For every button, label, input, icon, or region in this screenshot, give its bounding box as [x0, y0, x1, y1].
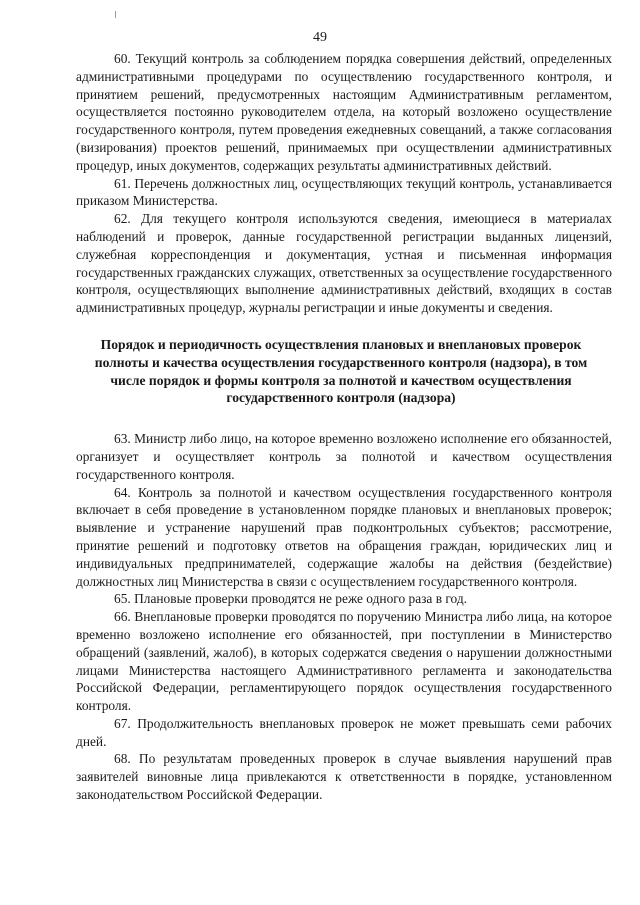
paragraph-60: 60. Текущий контроль за соблюдением порядка совершения действий, определенных административными процедурами по осуществлению государственного контроля, и принятием решений, предусмотренных настоящим Административным регламентом, осуществляется постоянно руководителем отдела, на который возложено осуществление государственного контроля, путем проведения ежедневных совещаний, а также согласования (визирования) проектов решений, принимаемых при осуществлении административных процедур, иных документов, содержащих результаты административных действий.: [76, 51, 612, 173]
paragraph-65: 65. Плановые проверки проводятся не реже одного раза в год.: [114, 591, 468, 607]
document-body: [76, 50, 612, 804]
paragraph-63: 63. Министр либо лицо, на которое временно возложено исполнение его обязанностей, организует и осуществляет контроль за полнотой и качеством осуществления государственного контроля.: [76, 431, 612, 482]
paragraph-66: 66. Внеплановые проверки проводятся по поручению Министра либо лица, на которое временно возложено исполнение его обязанностей, при поступлении в Министерство обращений (заявлений, жалоб), в которых содержатся сведения о нарушении должностными лицами Министерства настоящего Административного регламента и законодательства Российской Федерации, регламентирующего порядок осуществления государственного контроля.: [76, 609, 612, 714]
paragraph-68: 68. По результатам проведенных проверок в случае выявления нарушений прав заявителей виновные лица привлекаются к ответственности в порядке, установленном законодательством Российской Федерации.: [76, 751, 612, 803]
paragraph-62: 62. Для текущего контроля используются сведения, имеющиеся в материалах наблюдений и проверок, данные государственной регистрации выданных лицензий, служебная корреспонденция и документация, устная и письменная информация государственных гражданских служащих, ответственных за осуществление государственного контроля, осуществляющих выполнение административных действий, входящих в состав административных процедур, журналы регистрации и иные документы и сведения.: [76, 211, 612, 316]
scan-mark: [115, 11, 116, 18]
section-heading: Порядок и периодичность осуществления плановых и внеплановых проверок полноты и качества осуществления государственного контроля (надзора), в том числе порядок и формы контроля за полнотой и качеством осуществления государственного контроля (надзора): [94, 336, 588, 406]
paragraph-64: 64. Контроль за полнотой и качеством осуществления государственного контроля включает в себя проведение в установленном порядке плановых и внеплановых проверок; выявление и устранение нарушений прав подконтрольных субъектов; рассмотрение, принятие решений и подготовку ответов на обращения граждан, юридических лиц и индивидуальных предпринимателей, содержащие жалобы на действия (бездействие) должностных лиц Министерства в связи с осуществлением государственного контроля.: [76, 484, 612, 589]
page-number: 49: [313, 30, 327, 45]
paragraph-67: 67. Продолжительность внеплановых проверок не может превышать семи рабочих дней.: [76, 715, 612, 749]
paragraph-61: 61. Перечень должностных лиц, осуществляющих текущий контроль, устанавливается приказом Министерства.: [76, 175, 612, 209]
